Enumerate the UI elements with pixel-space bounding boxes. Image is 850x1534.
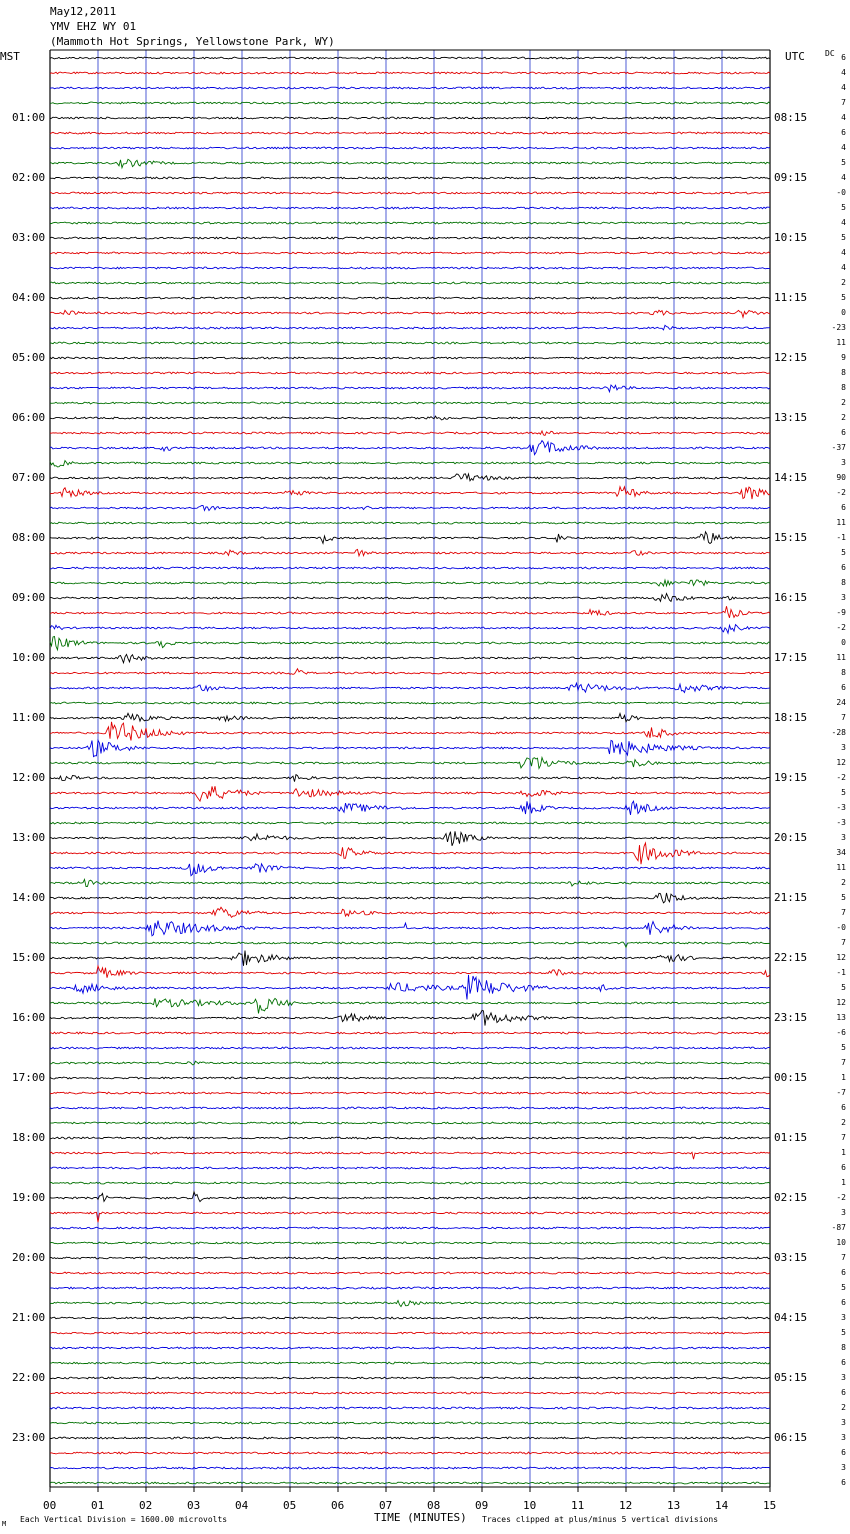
seismic-trace <box>50 532 770 544</box>
seismic-trace <box>50 1467 770 1469</box>
x-tick-label: 07 <box>379 1499 393 1512</box>
seismic-trace <box>50 416 770 420</box>
seismic-trace <box>50 1061 770 1065</box>
dc-offset-value: 1 <box>841 1148 846 1157</box>
dc-offset-value: 8 <box>841 578 846 587</box>
seismic-trace <box>50 325 770 330</box>
dc-offset-value: 0 <box>841 638 846 647</box>
x-tick-label: 06 <box>331 1499 345 1512</box>
dc-offset-value: 6 <box>841 1268 846 1277</box>
dc-offset-value: 5 <box>841 1043 846 1052</box>
seismic-trace <box>50 879 770 886</box>
seismic-trace <box>50 1362 770 1364</box>
utc-hour-label: 06:15 <box>774 1431 808 1444</box>
seismic-trace <box>50 132 770 134</box>
dc-offset-value: -3 <box>836 803 846 812</box>
seismic-trace <box>50 1032 770 1034</box>
utc-hour-label: 18:15 <box>774 711 808 724</box>
mst-hour-label: 12:00 <box>12 771 46 784</box>
seismic-trace <box>50 998 770 1013</box>
seismic-trace <box>50 159 770 167</box>
dc-offset-value: 8 <box>841 383 846 392</box>
seismic-trace <box>50 567 770 569</box>
x-tick-label: 09 <box>475 1499 489 1512</box>
utc-hour-label: 14:15 <box>774 471 808 484</box>
mst-hour-label: 08:00 <box>12 531 46 544</box>
dc-offset-value: 3 <box>841 1433 846 1442</box>
dc-offset-value: 12 <box>836 758 846 767</box>
mst-hour-label: 14:00 <box>12 891 46 904</box>
seismic-trace <box>50 1077 770 1079</box>
mst-hour-label: 04:00 <box>12 291 46 304</box>
dc-offset-value: 4 <box>841 218 846 227</box>
seismic-trace <box>50 1212 770 1222</box>
dc-offset-value: 3 <box>841 593 846 602</box>
dc-offset-value: 6 <box>841 1103 846 1112</box>
seismic-trace <box>50 907 770 917</box>
mst-hour-label: 21:00 <box>12 1311 46 1324</box>
dc-offset-value: 11 <box>836 338 846 347</box>
dc-offset-value: 90 <box>836 473 846 482</box>
seismic-trace <box>50 1122 770 1124</box>
x-tick-label: 11 <box>571 1499 585 1512</box>
dc-offset-value: 3 <box>841 743 846 752</box>
x-tick-label: 14 <box>715 1499 729 1512</box>
seismic-trace <box>50 740 770 756</box>
dc-offset-value: 11 <box>836 653 846 662</box>
dc-offset-value: 2 <box>841 398 846 407</box>
dc-offset-value: 5 <box>841 293 846 302</box>
dc-offset-value: 3 <box>841 833 846 842</box>
dc-offset-value: 5 <box>841 788 846 797</box>
dc-offset-value: 12 <box>836 998 846 1007</box>
dc-offset-value: 1 <box>841 1178 846 1187</box>
seismic-trace <box>50 1107 770 1109</box>
dc-offset-value: 7 <box>841 713 846 722</box>
mst-hour-label: 09:00 <box>12 591 46 604</box>
dc-offset-value: 3 <box>841 1463 846 1472</box>
x-tick-label: 02 <box>139 1499 153 1512</box>
seismic-trace <box>50 1422 770 1424</box>
dc-offset-value: 4 <box>841 83 846 92</box>
seismic-trace <box>50 1010 770 1025</box>
clip-note: Traces clipped at plus/minus 5 vertical divisions <box>482 1515 719 1524</box>
seismic-trace <box>50 951 770 966</box>
seismic-trace <box>50 357 770 359</box>
utc-hour-label: 03:15 <box>774 1251 808 1264</box>
mst-hour-label: 15:00 <box>12 951 46 964</box>
dc-offset-value: 13 <box>836 1013 846 1022</box>
dc-offset-value: 5 <box>841 1283 846 1292</box>
seismic-trace <box>50 831 770 846</box>
seismic-trace <box>50 117 770 119</box>
x-tick-label: 01 <box>91 1499 105 1512</box>
dc-offset-value: 5 <box>841 983 846 992</box>
dc-offset-value: -2 <box>836 488 846 497</box>
x-axis-title: TIME (MINUTES) <box>374 1511 467 1524</box>
seismic-trace <box>50 1167 770 1169</box>
dc-offset-value: 34 <box>836 848 846 857</box>
seismic-trace <box>50 297 770 299</box>
mst-hour-label: 10:00 <box>12 651 46 664</box>
station-code: YMV EHZ WY 01 <box>50 20 137 33</box>
seismic-trace <box>50 625 770 634</box>
dc-offset-value: -1 <box>836 968 846 977</box>
seismic-trace <box>50 1257 770 1259</box>
seismic-trace <box>50 1437 770 1439</box>
dc-offset-value: 5 <box>841 233 846 242</box>
dc-offset-value: 9 <box>841 353 846 362</box>
dc-offset-value: 5 <box>841 158 846 167</box>
plot-date: May12,2011 <box>50 5 117 18</box>
seismic-trace <box>50 57 770 59</box>
dc-offset-value: -6 <box>836 1028 846 1037</box>
dc-offset-value: 11 <box>836 518 846 527</box>
seismic-trace <box>50 942 770 947</box>
dc-offset-value: 12 <box>836 953 846 962</box>
dc-offset-value: 6 <box>841 1163 846 1172</box>
dc-offset-value: 6 <box>841 428 846 437</box>
dc-offset-value: 2 <box>841 1403 846 1412</box>
seismic-trace <box>50 87 770 89</box>
mst-hour-label: 03:00 <box>12 231 46 244</box>
seismic-trace <box>50 1301 770 1307</box>
x-tick-label: 03 <box>187 1499 201 1512</box>
seismic-trace <box>50 1182 770 1184</box>
utc-hour-label: 21:15 <box>774 891 808 904</box>
seismic-trace <box>50 549 770 556</box>
seismic-trace <box>50 1392 770 1394</box>
dc-offset-value: 24 <box>836 698 846 707</box>
x-tick-label: 15 <box>763 1499 777 1512</box>
dc-offset-value: 10 <box>836 1238 846 1247</box>
dc-offset-value: 3 <box>841 1418 846 1427</box>
seismic-trace <box>50 147 770 149</box>
seismic-trace <box>50 966 770 978</box>
dc-offset-value: 4 <box>841 113 846 122</box>
dc-offset-value: 5 <box>841 203 846 212</box>
utc-hour-label: 22:15 <box>774 951 808 964</box>
seismic-trace <box>50 864 770 876</box>
seismic-trace <box>50 487 770 499</box>
seismic-trace <box>50 669 770 675</box>
scale-note: Each Vertical Division = 1600.00 microvolts <box>20 1515 228 1524</box>
seismic-trace <box>50 372 770 374</box>
seismic-trace <box>50 1347 770 1349</box>
dc-offset-value: 4 <box>841 248 846 257</box>
dc-offset-value: 7 <box>841 1058 846 1067</box>
dc-offset-value: -9 <box>836 608 846 617</box>
dc-offset-value: 6 <box>841 53 846 62</box>
dc-offset-value: 4 <box>841 263 846 272</box>
mst-hour-label: 11:00 <box>12 711 46 724</box>
dc-offset-value: 4 <box>841 68 846 77</box>
seismic-trace <box>50 237 770 239</box>
utc-hour-label: 11:15 <box>774 291 808 304</box>
mst-hour-label: 17:00 <box>12 1071 46 1084</box>
mst-hour-label: 20:00 <box>12 1251 46 1264</box>
dc-offset-value: -3 <box>836 818 846 827</box>
dc-offset-value: -1 <box>836 533 846 542</box>
dc-offset-value: 6 <box>841 1298 846 1307</box>
seismic-trace <box>50 267 770 269</box>
seismic-trace <box>50 1137 770 1139</box>
dc-offset-value: -2 <box>836 1193 846 1202</box>
seismic-trace <box>50 1482 770 1484</box>
utc-hour-label: 05:15 <box>774 1371 808 1384</box>
seismic-trace <box>50 606 770 618</box>
seismic-trace <box>50 921 770 936</box>
utc-hour-label: 23:15 <box>774 1011 808 1024</box>
dc-offset-value: 6 <box>841 683 846 692</box>
seismic-trace <box>50 683 770 692</box>
station-location: (Mammoth Hot Springs, Yellowstone Park, WY) <box>50 35 335 48</box>
dc-offset-value: 5 <box>841 893 846 902</box>
footer-mark: M <box>2 1520 7 1528</box>
dc-offset-value: 7 <box>841 98 846 107</box>
seismic-trace <box>50 637 770 650</box>
dc-offset-value: 6 <box>841 563 846 572</box>
dc-offset-value: 4 <box>841 173 846 182</box>
utc-hour-label: 16:15 <box>774 591 808 604</box>
utc-hour-label: 10:15 <box>774 231 808 244</box>
utc-hour-label: 02:15 <box>774 1191 808 1204</box>
dc-offset-value: 6 <box>841 1478 846 1487</box>
seismic-trace <box>50 1452 770 1454</box>
seismic-trace <box>50 822 770 824</box>
utc-hour-label: 15:15 <box>774 531 808 544</box>
seismic-trace <box>50 222 770 224</box>
dc-offset-label: DC <box>825 49 835 58</box>
mst-hour-label: 18:00 <box>12 1131 46 1144</box>
seismic-trace <box>50 893 770 903</box>
seismic-trace <box>50 1287 770 1289</box>
seismic-trace <box>50 102 770 104</box>
seismic-trace <box>50 282 770 284</box>
dc-offset-value: 8 <box>841 668 846 677</box>
x-tick-label: 10 <box>523 1499 537 1512</box>
seismic-trace <box>50 506 770 511</box>
seismic-trace <box>50 385 770 392</box>
x-tick-label: 12 <box>619 1499 633 1512</box>
mst-hour-label: 23:00 <box>12 1431 46 1444</box>
dc-offset-value: 5 <box>841 1328 846 1337</box>
seismic-trace <box>50 441 770 455</box>
mst-hour-label: 19:00 <box>12 1191 46 1204</box>
seismic-trace <box>50 1272 770 1274</box>
dc-offset-value: -87 <box>831 1223 846 1232</box>
dc-offset-value: 2 <box>841 878 846 887</box>
seismic-trace <box>50 975 770 1000</box>
seismic-trace <box>50 775 770 782</box>
seismic-trace <box>50 1242 770 1244</box>
dc-offset-value: 3 <box>841 1313 846 1322</box>
seismic-trace <box>50 402 770 404</box>
dc-offset-value: 2 <box>841 1118 846 1127</box>
mst-hour-label: 13:00 <box>12 831 46 844</box>
seismic-trace <box>50 207 770 209</box>
seismic-trace <box>50 310 770 317</box>
utc-hour-label: 04:15 <box>774 1311 808 1324</box>
dc-offset-value: 3 <box>841 458 846 467</box>
seismic-trace <box>50 177 770 179</box>
dc-offset-value: 4 <box>841 143 846 152</box>
seismic-trace <box>50 722 770 741</box>
dc-offset-value: -23 <box>831 323 846 332</box>
seismic-trace <box>50 474 770 481</box>
x-tick-label: 05 <box>283 1499 297 1512</box>
seismic-trace <box>50 1317 770 1319</box>
seismic-trace <box>50 461 770 467</box>
seismic-trace <box>50 843 770 864</box>
seismic-trace <box>50 1377 770 1379</box>
seismic-trace <box>50 1092 770 1094</box>
x-tick-label: 04 <box>235 1499 249 1512</box>
utc-axis-label: UTC <box>785 50 805 63</box>
seismic-trace <box>50 702 770 704</box>
seismic-trace <box>50 192 770 194</box>
dc-offset-value: 3 <box>841 1373 846 1382</box>
utc-hour-label: 00:15 <box>774 1071 808 1084</box>
seismic-trace <box>50 252 770 254</box>
dc-offset-value: 6 <box>841 1448 846 1457</box>
mst-hour-label: 05:00 <box>12 351 46 364</box>
dc-offset-value: 7 <box>841 1253 846 1262</box>
mst-hour-label: 02:00 <box>12 171 46 184</box>
seismic-trace <box>50 1152 770 1159</box>
dc-offset-value: -0 <box>836 923 846 932</box>
seismic-trace <box>50 1332 770 1334</box>
seismic-trace <box>50 580 770 586</box>
dc-offset-value: 7 <box>841 908 846 917</box>
seismic-trace <box>50 342 770 344</box>
dc-offset-value: -7 <box>836 1088 846 1097</box>
mst-hour-label: 06:00 <box>12 411 46 424</box>
x-tick-label: 00 <box>43 1499 57 1512</box>
x-tick-label: 08 <box>427 1499 441 1512</box>
seismic-trace <box>50 758 770 769</box>
mst-hour-label: 16:00 <box>12 1011 46 1024</box>
utc-hour-label: 09:15 <box>774 171 808 184</box>
dc-offset-value: -2 <box>836 623 846 632</box>
dc-offset-value: -37 <box>831 443 846 452</box>
seismic-trace <box>50 801 770 815</box>
dc-offset-value: -0 <box>836 188 846 197</box>
mst-hour-label: 01:00 <box>12 111 46 124</box>
utc-hour-label: 20:15 <box>774 831 808 844</box>
dc-offset-value: 2 <box>841 413 846 422</box>
utc-hour-label: 13:15 <box>774 411 808 424</box>
seismic-trace <box>50 1192 770 1202</box>
dc-offset-value: -28 <box>831 728 846 737</box>
utc-hour-label: 12:15 <box>774 351 808 364</box>
seismic-trace <box>50 786 770 801</box>
dc-offset-value: 0 <box>841 308 846 317</box>
utc-hour-label: 17:15 <box>774 651 808 664</box>
seismic-trace <box>50 594 770 602</box>
dc-offset-value: 6 <box>841 503 846 512</box>
dc-offset-value: 2 <box>841 278 846 287</box>
seismic-trace <box>50 713 770 722</box>
dc-offset-value: 8 <box>841 1343 846 1352</box>
dc-offset-value: 11 <box>836 863 846 872</box>
dc-offset-value: 6 <box>841 1358 846 1367</box>
dc-offset-value: 7 <box>841 1133 846 1142</box>
dc-offset-value: 6 <box>841 1388 846 1397</box>
dc-offset-value: -2 <box>836 773 846 782</box>
dc-offset-value: 1 <box>841 1073 846 1082</box>
seismic-trace <box>50 654 770 662</box>
seismic-trace <box>50 72 770 74</box>
utc-hour-label: 08:15 <box>774 111 808 124</box>
mst-axis-label: MST <box>0 50 20 63</box>
seismic-trace <box>50 522 770 524</box>
seismic-trace <box>50 431 770 436</box>
utc-hour-label: 01:15 <box>774 1131 808 1144</box>
mst-hour-label: 22:00 <box>12 1371 46 1384</box>
utc-hour-label: 19:15 <box>774 771 808 784</box>
seismic-trace <box>50 1407 770 1409</box>
x-tick-label: 13 <box>667 1499 681 1512</box>
seismic-trace <box>50 1227 770 1229</box>
dc-offset-value: 3 <box>841 1208 846 1217</box>
dc-offset-value: 5 <box>841 548 846 557</box>
mst-hour-label: 07:00 <box>12 471 46 484</box>
dc-offset-value: 6 <box>841 128 846 137</box>
dc-offset-value: 8 <box>841 368 846 377</box>
dc-offset-value: 7 <box>841 938 846 947</box>
seismic-trace <box>50 1047 770 1049</box>
